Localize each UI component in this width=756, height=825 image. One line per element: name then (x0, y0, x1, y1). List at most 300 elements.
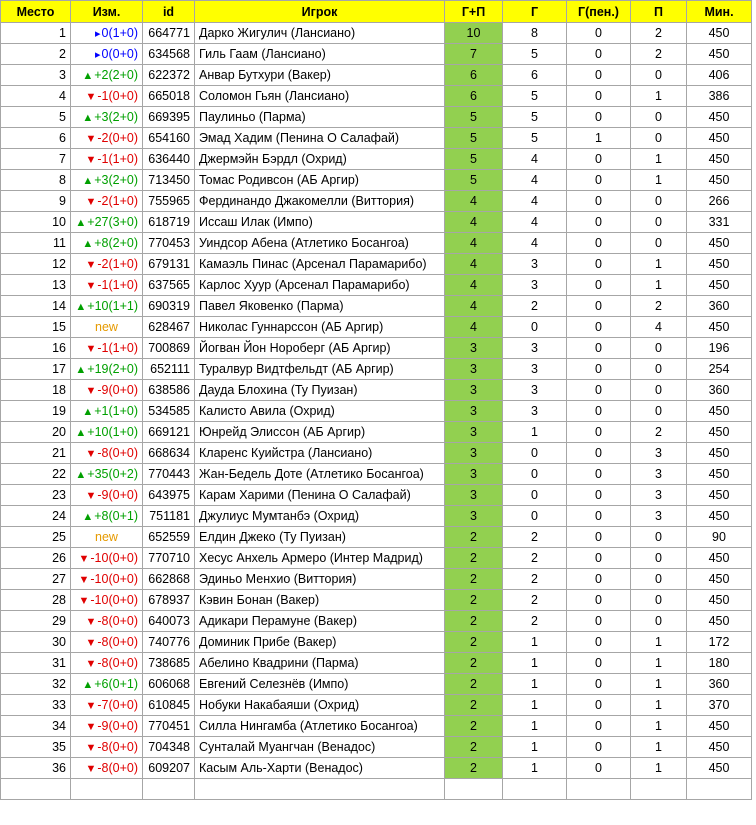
penalty-goals-cell[interactable]: 0 (567, 401, 631, 422)
goals-cell[interactable]: 4 (503, 170, 567, 191)
place-cell[interactable]: 30 (1, 632, 71, 653)
penalty-goals-cell[interactable]: 0 (567, 485, 631, 506)
minutes-cell[interactable]: 450 (687, 464, 752, 485)
penalty-goals-cell[interactable]: 0 (567, 569, 631, 590)
id-cell[interactable]: 740776 (143, 632, 195, 653)
id-cell[interactable]: 679131 (143, 254, 195, 275)
penalty-goals-cell[interactable]: 0 (567, 758, 631, 779)
goals-plus-assists-cell[interactable]: 3 (445, 401, 503, 422)
goals-plus-assists-cell[interactable] (445, 779, 503, 800)
player-cell[interactable]: Соломон Гьян (Лансиано) (195, 86, 445, 107)
penalty-goals-cell[interactable]: 0 (567, 464, 631, 485)
table-row[interactable] (1, 464, 752, 485)
assists-cell[interactable]: 3 (631, 506, 687, 527)
assists-cell[interactable]: 0 (631, 380, 687, 401)
goals-cell[interactable]: 1 (503, 632, 567, 653)
change-cell[interactable] (71, 233, 143, 254)
change-cell[interactable] (71, 464, 143, 485)
place-cell[interactable]: 5 (1, 107, 71, 128)
table-row[interactable] (1, 317, 752, 338)
goals-cell[interactable]: 5 (503, 44, 567, 65)
goals-plus-assists-cell[interactable]: 10 (445, 23, 503, 44)
place-cell[interactable]: 34 (1, 716, 71, 737)
player-cell[interactable]: Джулиус Мумтанбэ (Охрид) (195, 506, 445, 527)
change-cell[interactable] (71, 107, 143, 128)
player-cell[interactable]: Жан-Бедель Доте (Атлетико Босангоа) (195, 464, 445, 485)
id-cell[interactable]: 638586 (143, 380, 195, 401)
place-cell[interactable]: 22 (1, 464, 71, 485)
player-cell[interactable]: Евгений Селезнёв (Импо) (195, 674, 445, 695)
penalty-goals-cell[interactable]: 0 (567, 86, 631, 107)
goals-plus-assists-cell[interactable]: 3 (445, 506, 503, 527)
goals-cell[interactable]: 5 (503, 107, 567, 128)
penalty-goals-cell[interactable]: 0 (567, 44, 631, 65)
place-cell[interactable]: 36 (1, 758, 71, 779)
player-cell[interactable]: Уиндсор Абена (Атлетико Босангоа) (195, 233, 445, 254)
penalty-goals-cell[interactable]: 0 (567, 23, 631, 44)
table-row[interactable] (1, 695, 752, 716)
assists-cell[interactable]: 0 (631, 233, 687, 254)
id-cell[interactable]: 700869 (143, 338, 195, 359)
goals-plus-assists-cell[interactable]: 4 (445, 254, 503, 275)
table-row[interactable] (1, 44, 752, 65)
id-cell[interactable]: 643975 (143, 485, 195, 506)
goals-plus-assists-cell[interactable]: 5 (445, 170, 503, 191)
table-row[interactable] (1, 170, 752, 191)
assists-cell[interactable]: 1 (631, 716, 687, 737)
place-cell[interactable]: 27 (1, 569, 71, 590)
assists-cell[interactable] (631, 779, 687, 800)
minutes-cell[interactable]: 450 (687, 107, 752, 128)
minutes-cell[interactable]: 386 (687, 86, 752, 107)
goals-plus-assists-cell[interactable]: 6 (445, 65, 503, 86)
assists-cell[interactable]: 0 (631, 569, 687, 590)
player-cell[interactable]: Абелино Квадрини (Парма) (195, 653, 445, 674)
assists-cell[interactable]: 0 (631, 611, 687, 632)
goals-cell[interactable]: 3 (503, 359, 567, 380)
player-cell[interactable]: Фердинандо Джакомелли (Виттория) (195, 191, 445, 212)
player-cell[interactable]: Адикари Перамуне (Вакер) (195, 611, 445, 632)
col-header-penalty-goals[interactable]: Г(пен.) (567, 1, 631, 23)
table-row[interactable] (1, 254, 752, 275)
player-cell[interactable]: Юнрейд Элиссон (АБ Аргир) (195, 422, 445, 443)
penalty-goals-cell[interactable]: 0 (567, 317, 631, 338)
penalty-goals-cell[interactable]: 0 (567, 590, 631, 611)
minutes-cell[interactable]: 450 (687, 128, 752, 149)
player-cell[interactable]: Павел Яковенко (Парма) (195, 296, 445, 317)
minutes-cell[interactable]: 450 (687, 485, 752, 506)
change-cell[interactable] (71, 212, 143, 233)
place-cell[interactable]: 17 (1, 359, 71, 380)
penalty-goals-cell[interactable] (567, 779, 631, 800)
minutes-cell[interactable]: 360 (687, 380, 752, 401)
assists-cell[interactable]: 0 (631, 590, 687, 611)
id-cell[interactable]: 690319 (143, 296, 195, 317)
minutes-cell[interactable]: 90 (687, 527, 752, 548)
id-cell[interactable]: 751181 (143, 506, 195, 527)
goals-plus-assists-cell[interactable]: 2 (445, 527, 503, 548)
player-cell[interactable]: Эмад Хадим (Пенина О Салафай) (195, 128, 445, 149)
goals-plus-assists-cell[interactable]: 3 (445, 338, 503, 359)
penalty-goals-cell[interactable]: 0 (567, 212, 631, 233)
assists-cell[interactable]: 1 (631, 170, 687, 191)
place-cell[interactable]: 31 (1, 653, 71, 674)
player-cell[interactable]: Силла Нингамба (Атлетико Босангоа) (195, 716, 445, 737)
goals-cell[interactable]: 0 (503, 485, 567, 506)
place-cell[interactable]: 3 (1, 65, 71, 86)
assists-cell[interactable]: 3 (631, 443, 687, 464)
id-cell[interactable]: 636440 (143, 149, 195, 170)
goals-cell[interactable]: 6 (503, 65, 567, 86)
assists-cell[interactable]: 1 (631, 275, 687, 296)
col-header-goals-plus-assists[interactable]: Г+П (445, 1, 503, 23)
place-cell[interactable]: 4 (1, 86, 71, 107)
col-header-change[interactable]: Изм. (71, 1, 143, 23)
id-cell[interactable]: 669121 (143, 422, 195, 443)
player-cell[interactable]: Анвар Бутхури (Вакер) (195, 65, 445, 86)
goals-plus-assists-cell[interactable]: 5 (445, 107, 503, 128)
place-cell[interactable]: 8 (1, 170, 71, 191)
minutes-cell[interactable]: 450 (687, 275, 752, 296)
id-cell[interactable]: 770451 (143, 716, 195, 737)
table-row[interactable] (1, 86, 752, 107)
goals-plus-assists-cell[interactable]: 3 (445, 359, 503, 380)
place-cell[interactable]: 7 (1, 149, 71, 170)
goals-cell[interactable]: 1 (503, 758, 567, 779)
player-cell[interactable]: Касым Аль-Харти (Венадос) (195, 758, 445, 779)
place-cell[interactable]: 11 (1, 233, 71, 254)
change-cell[interactable] (71, 422, 143, 443)
goals-plus-assists-cell[interactable]: 2 (445, 695, 503, 716)
change-cell[interactable] (71, 317, 143, 338)
id-cell[interactable]: 770443 (143, 464, 195, 485)
id-cell[interactable]: 662868 (143, 569, 195, 590)
id-cell[interactable] (143, 779, 195, 800)
goals-plus-assists-cell[interactable]: 2 (445, 737, 503, 758)
minutes-cell[interactable]: 370 (687, 695, 752, 716)
penalty-goals-cell[interactable]: 0 (567, 632, 631, 653)
assists-cell[interactable]: 3 (631, 485, 687, 506)
place-cell[interactable]: 28 (1, 590, 71, 611)
goals-plus-assists-cell[interactable]: 2 (445, 590, 503, 611)
table-row[interactable] (1, 23, 752, 44)
assists-cell[interactable]: 1 (631, 758, 687, 779)
goals-cell[interactable]: 2 (503, 296, 567, 317)
assists-cell[interactable]: 1 (631, 737, 687, 758)
penalty-goals-cell[interactable]: 0 (567, 254, 631, 275)
table-row[interactable] (1, 149, 752, 170)
goals-cell[interactable]: 4 (503, 212, 567, 233)
minutes-cell[interactable]: 450 (687, 611, 752, 632)
assists-cell[interactable]: 0 (631, 107, 687, 128)
id-cell[interactable]: 770453 (143, 233, 195, 254)
id-cell[interactable]: 704348 (143, 737, 195, 758)
change-cell[interactable] (71, 170, 143, 191)
assists-cell[interactable]: 1 (631, 254, 687, 275)
goals-plus-assists-cell[interactable]: 2 (445, 653, 503, 674)
assists-cell[interactable]: 4 (631, 317, 687, 338)
col-header-minutes[interactable]: Мин. (687, 1, 752, 23)
table-row[interactable] (1, 632, 752, 653)
change-cell[interactable] (71, 254, 143, 275)
player-cell[interactable]: Елдин Джеко (Ту Пуизан) (195, 527, 445, 548)
assists-cell[interactable]: 0 (631, 401, 687, 422)
table-row[interactable] (1, 359, 752, 380)
player-cell[interactable]: Николас Гуннарссон (АБ Аргир) (195, 317, 445, 338)
col-header-id[interactable]: id (143, 1, 195, 23)
id-cell[interactable]: 652559 (143, 527, 195, 548)
minutes-cell[interactable]: 450 (687, 737, 752, 758)
id-cell[interactable]: 618719 (143, 212, 195, 233)
goals-plus-assists-cell[interactable]: 2 (445, 611, 503, 632)
table-row[interactable] (1, 338, 752, 359)
player-cell[interactable]: Туралвур Видтфельдт (АБ Аргир) (195, 359, 445, 380)
change-cell[interactable] (71, 86, 143, 107)
table-row[interactable] (1, 233, 752, 254)
id-cell[interactable]: 665018 (143, 86, 195, 107)
table-row[interactable] (1, 653, 752, 674)
goals-cell[interactable]: 3 (503, 275, 567, 296)
penalty-goals-cell[interactable]: 0 (567, 653, 631, 674)
assists-cell[interactable]: 2 (631, 422, 687, 443)
change-cell[interactable] (71, 443, 143, 464)
goals-plus-assists-cell[interactable]: 3 (445, 380, 503, 401)
id-cell[interactable]: 669395 (143, 107, 195, 128)
change-cell[interactable] (71, 191, 143, 212)
change-cell[interactable] (71, 548, 143, 569)
change-cell[interactable] (71, 779, 143, 800)
id-cell[interactable]: 713450 (143, 170, 195, 191)
change-cell[interactable] (71, 485, 143, 506)
penalty-goals-cell[interactable]: 0 (567, 107, 631, 128)
assists-cell[interactable]: 2 (631, 23, 687, 44)
change-cell[interactable] (71, 527, 143, 548)
change-cell[interactable] (71, 716, 143, 737)
change-cell[interactable] (71, 590, 143, 611)
penalty-goals-cell[interactable]: 0 (567, 527, 631, 548)
place-cell[interactable]: 9 (1, 191, 71, 212)
assists-cell[interactable]: 2 (631, 44, 687, 65)
place-cell[interactable]: 29 (1, 611, 71, 632)
id-cell[interactable]: 606068 (143, 674, 195, 695)
goals-plus-assists-cell[interactable]: 2 (445, 758, 503, 779)
minutes-cell[interactable]: 450 (687, 23, 752, 44)
change-cell[interactable] (71, 149, 143, 170)
minutes-cell[interactable]: 331 (687, 212, 752, 233)
goals-plus-assists-cell[interactable]: 2 (445, 632, 503, 653)
place-cell[interactable]: 13 (1, 275, 71, 296)
goals-plus-assists-cell[interactable]: 4 (445, 233, 503, 254)
id-cell[interactable]: 609207 (143, 758, 195, 779)
player-cell[interactable]: Кэвин Бонан (Вакер) (195, 590, 445, 611)
goals-cell[interactable]: 1 (503, 737, 567, 758)
goals-plus-assists-cell[interactable]: 2 (445, 674, 503, 695)
goals-plus-assists-cell[interactable]: 3 (445, 485, 503, 506)
assists-cell[interactable]: 1 (631, 695, 687, 716)
goals-cell[interactable] (503, 779, 567, 800)
penalty-goals-cell[interactable]: 0 (567, 65, 631, 86)
assists-cell[interactable]: 0 (631, 548, 687, 569)
penalty-goals-cell[interactable]: 0 (567, 674, 631, 695)
place-cell[interactable]: 14 (1, 296, 71, 317)
goals-plus-assists-cell[interactable]: 4 (445, 296, 503, 317)
minutes-cell[interactable]: 266 (687, 191, 752, 212)
penalty-goals-cell[interactable]: 0 (567, 611, 631, 632)
player-cell[interactable]: Камаэль Пинас (Арсенал Парамарибо) (195, 254, 445, 275)
col-header-goals[interactable]: Г (503, 1, 567, 23)
assists-cell[interactable]: 1 (631, 86, 687, 107)
player-cell[interactable]: Эдиньо Менхио (Виттория) (195, 569, 445, 590)
player-cell[interactable]: Нобуки Накабаяши (Охрид) (195, 695, 445, 716)
penalty-goals-cell[interactable]: 0 (567, 233, 631, 254)
goals-cell[interactable]: 2 (503, 569, 567, 590)
table-row[interactable] (1, 443, 752, 464)
assists-cell[interactable]: 0 (631, 338, 687, 359)
penalty-goals-cell[interactable]: 0 (567, 338, 631, 359)
change-cell[interactable] (71, 695, 143, 716)
place-cell[interactable]: 12 (1, 254, 71, 275)
table-row[interactable] (1, 548, 752, 569)
goals-cell[interactable]: 2 (503, 590, 567, 611)
assists-cell[interactable]: 3 (631, 464, 687, 485)
place-cell[interactable]: 19 (1, 401, 71, 422)
place-cell[interactable]: 15 (1, 317, 71, 338)
place-cell[interactable]: 26 (1, 548, 71, 569)
goals-cell[interactable]: 3 (503, 401, 567, 422)
goals-plus-assists-cell[interactable]: 2 (445, 548, 503, 569)
player-cell[interactable]: Джермэйн Бэрдл (Охрид) (195, 149, 445, 170)
place-cell[interactable]: 10 (1, 212, 71, 233)
place-cell[interactable]: 2 (1, 44, 71, 65)
table-row[interactable] (1, 737, 752, 758)
goals-cell[interactable]: 1 (503, 695, 567, 716)
goals-cell[interactable]: 3 (503, 380, 567, 401)
place-cell[interactable]: 23 (1, 485, 71, 506)
minutes-cell[interactable]: 450 (687, 443, 752, 464)
place-cell[interactable]: 32 (1, 674, 71, 695)
table-row[interactable] (1, 527, 752, 548)
penalty-goals-cell[interactable]: 0 (567, 737, 631, 758)
place-cell[interactable]: 1 (1, 23, 71, 44)
id-cell[interactable]: 678937 (143, 590, 195, 611)
place-cell[interactable]: 25 (1, 527, 71, 548)
player-cell[interactable]: Кларенс Куийстра (Лансиано) (195, 443, 445, 464)
change-cell[interactable] (71, 380, 143, 401)
goals-cell[interactable]: 0 (503, 464, 567, 485)
id-cell[interactable]: 637565 (143, 275, 195, 296)
id-cell[interactable]: 534585 (143, 401, 195, 422)
goals-cell[interactable]: 2 (503, 611, 567, 632)
minutes-cell[interactable]: 450 (687, 149, 752, 170)
id-cell[interactable]: 622372 (143, 65, 195, 86)
minutes-cell[interactable]: 450 (687, 569, 752, 590)
player-cell[interactable]: Дарко Жигулич (Лансиано) (195, 23, 445, 44)
penalty-goals-cell[interactable]: 0 (567, 296, 631, 317)
assists-cell[interactable]: 0 (631, 527, 687, 548)
table-row[interactable] (1, 590, 752, 611)
change-cell[interactable] (71, 401, 143, 422)
goals-plus-assists-cell[interactable]: 3 (445, 443, 503, 464)
change-cell[interactable] (71, 275, 143, 296)
change-cell[interactable] (71, 758, 143, 779)
goals-cell[interactable]: 0 (503, 506, 567, 527)
goals-cell[interactable]: 0 (503, 317, 567, 338)
goals-cell[interactable]: 1 (503, 716, 567, 737)
table-row[interactable] (1, 779, 752, 800)
table-row[interactable] (1, 65, 752, 86)
table-row[interactable] (1, 275, 752, 296)
place-cell[interactable]: 16 (1, 338, 71, 359)
goals-cell[interactable]: 1 (503, 422, 567, 443)
assists-cell[interactable]: 0 (631, 359, 687, 380)
goals-plus-assists-cell[interactable]: 7 (445, 44, 503, 65)
player-cell[interactable]: Хесус Анхель Армеро (Интер Мадрид) (195, 548, 445, 569)
table-row[interactable] (1, 506, 752, 527)
player-cell[interactable]: Томас Родивсон (АБ Аргир) (195, 170, 445, 191)
id-cell[interactable]: 628467 (143, 317, 195, 338)
goals-cell[interactable]: 5 (503, 128, 567, 149)
id-cell[interactable]: 640073 (143, 611, 195, 632)
table-row[interactable] (1, 485, 752, 506)
change-cell[interactable] (71, 653, 143, 674)
id-cell[interactable]: 770710 (143, 548, 195, 569)
col-header-assists[interactable]: П (631, 1, 687, 23)
table-row[interactable] (1, 380, 752, 401)
minutes-cell[interactable]: 450 (687, 170, 752, 191)
player-cell[interactable]: Йогван Йон Нороберг (АБ Аргир) (195, 338, 445, 359)
minutes-cell[interactable]: 450 (687, 254, 752, 275)
minutes-cell[interactable]: 254 (687, 359, 752, 380)
change-cell[interactable] (71, 128, 143, 149)
goals-plus-assists-cell[interactable]: 6 (445, 86, 503, 107)
assists-cell[interactable]: 1 (631, 632, 687, 653)
goals-cell[interactable]: 5 (503, 86, 567, 107)
penalty-goals-cell[interactable]: 0 (567, 359, 631, 380)
goals-cell[interactable]: 1 (503, 674, 567, 695)
goals-cell[interactable]: 2 (503, 548, 567, 569)
player-cell[interactable]: Иссаш Илак (Импо) (195, 212, 445, 233)
col-header-player[interactable]: Игрок (195, 1, 445, 23)
col-header-place[interactable]: Место (1, 1, 71, 23)
penalty-goals-cell[interactable]: 0 (567, 716, 631, 737)
minutes-cell[interactable] (687, 779, 752, 800)
change-cell[interactable] (71, 569, 143, 590)
goals-cell[interactable]: 4 (503, 233, 567, 254)
assists-cell[interactable]: 0 (631, 212, 687, 233)
table-row[interactable] (1, 191, 752, 212)
place-cell[interactable]: 35 (1, 737, 71, 758)
change-cell[interactable] (71, 737, 143, 758)
goals-cell[interactable]: 0 (503, 443, 567, 464)
id-cell[interactable]: 668634 (143, 443, 195, 464)
id-cell[interactable]: 755965 (143, 191, 195, 212)
table-row[interactable] (1, 422, 752, 443)
goals-plus-assists-cell[interactable]: 4 (445, 191, 503, 212)
goals-cell[interactable]: 3 (503, 254, 567, 275)
table-row[interactable] (1, 296, 752, 317)
minutes-cell[interactable]: 406 (687, 65, 752, 86)
id-cell[interactable]: 652111 (143, 359, 195, 380)
penalty-goals-cell[interactable]: 0 (567, 443, 631, 464)
place-cell[interactable] (1, 779, 71, 800)
change-cell[interactable] (71, 65, 143, 86)
player-cell[interactable]: Гиль Гаам (Лансиано) (195, 44, 445, 65)
minutes-cell[interactable]: 450 (687, 590, 752, 611)
goals-plus-assists-cell[interactable]: 4 (445, 212, 503, 233)
penalty-goals-cell[interactable]: 0 (567, 548, 631, 569)
penalty-goals-cell[interactable]: 0 (567, 275, 631, 296)
table-row[interactable] (1, 107, 752, 128)
